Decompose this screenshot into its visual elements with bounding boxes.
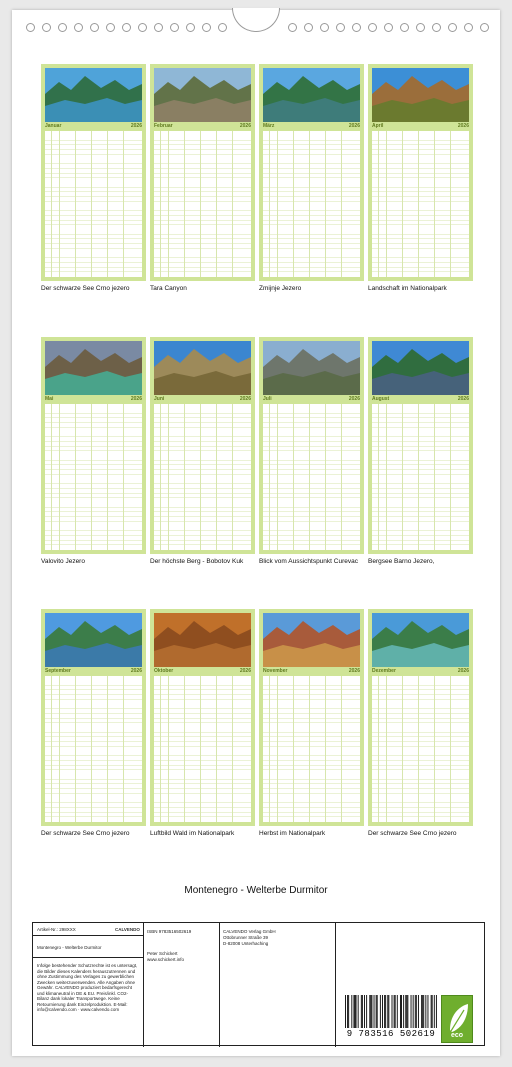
month-header	[45, 668, 142, 675]
month-year: 2026	[457, 123, 469, 129]
month-caption: Zmijnje Jezero	[259, 285, 302, 292]
month-name: Mai	[45, 396, 54, 402]
month-year: 2026	[239, 668, 251, 674]
month-caption: Tara Canyon	[150, 285, 187, 292]
publisher-street: Ottobrunner Straße 39	[223, 935, 269, 940]
month-panel	[368, 64, 473, 281]
author-name: Peter Schickert	[147, 951, 178, 956]
binding-hole	[368, 23, 377, 32]
month-year: 2026	[130, 123, 142, 129]
month-header	[45, 396, 142, 403]
month-name: Januar	[45, 123, 62, 129]
month-day-grid	[45, 131, 142, 277]
month-header	[263, 396, 360, 403]
month-name: August	[372, 396, 390, 402]
binding-hole	[352, 23, 361, 32]
barcode-digits: 9 783516 502619	[346, 1029, 436, 1039]
binding-hole	[186, 23, 195, 32]
month-photo	[263, 68, 360, 122]
month-year: 2026	[130, 668, 142, 674]
binding-hole	[400, 23, 409, 32]
month-panel	[150, 64, 255, 281]
binding-hole	[122, 23, 131, 32]
month-panel	[259, 337, 364, 554]
binding-hole	[304, 23, 313, 32]
binding-hole	[74, 23, 83, 32]
month-photo	[45, 341, 142, 395]
binding-hole	[26, 23, 35, 32]
month-caption: Der schwarze See Crno jezero	[368, 830, 457, 837]
month-name: September	[45, 668, 71, 674]
legal-text: Infolge bestehender Schutzrechte ist es untersagt, die Bilder dieses Kalenders herauszutrennen und ohne Zustimmung des Verlages zu gewerblichen Zwecken weiterzuverwenden. Alle Angaben ohne Gewähr. CALVENDO produziert bedarfsgerecht und klimaneutral in DE & EU. Preis/inkl. CO2-Bilanz dank lokaler Transportwege. Keine Retournierung dank Einzelproduktion. E-Mail: info@calvendo.com · www.calvendo.com	[37, 963, 138, 1012]
footer-info-box	[32, 922, 485, 1046]
month-name: November	[263, 668, 288, 674]
month-day-grid	[45, 676, 142, 822]
month-photo	[263, 613, 360, 667]
binding-hole	[480, 23, 489, 32]
month-caption: Herbst im Nationalpark	[259, 830, 326, 837]
month-photo	[45, 68, 142, 122]
month-name: Juli	[263, 396, 272, 402]
month-panel	[259, 64, 364, 281]
month-year: 2026	[130, 396, 142, 402]
binding-hole	[42, 23, 51, 32]
month-header	[154, 123, 251, 130]
binding-hole	[218, 23, 227, 32]
month-panel	[41, 337, 146, 554]
product-title: Montenegro - Welterbe Durmitor	[37, 945, 102, 950]
month-year: 2026	[457, 668, 469, 674]
month-photo	[372, 68, 469, 122]
month-name: April	[372, 123, 384, 129]
month-photo	[263, 341, 360, 395]
month-day-grid	[154, 131, 251, 277]
month-photo	[45, 613, 142, 667]
month-caption: Luftbild Wald im Nationalpark	[150, 830, 235, 837]
eco-badge	[441, 995, 473, 1043]
binding-hole	[154, 23, 163, 32]
month-name: Februar	[154, 123, 173, 129]
month-caption: Valovito Jezero	[41, 558, 85, 565]
binding-hole	[106, 23, 115, 32]
month-header	[372, 123, 469, 130]
month-panel	[150, 337, 255, 554]
month-panel	[259, 609, 364, 826]
binding-hole	[464, 23, 473, 32]
month-panel	[368, 609, 473, 826]
binding-hole	[432, 23, 441, 32]
binding-hole	[58, 23, 67, 32]
publisher-city: D-82008 Unterhaching	[223, 941, 269, 946]
month-photo	[372, 341, 469, 395]
month-year: 2026	[239, 123, 251, 129]
month-photo	[154, 613, 251, 667]
month-day-grid	[263, 404, 360, 550]
month-day-grid	[372, 676, 469, 822]
month-caption: Landschaft im Nationalpark	[368, 285, 447, 292]
binding-hole	[288, 23, 297, 32]
month-day-grid	[154, 676, 251, 822]
binding-hole	[202, 23, 211, 32]
binding-hole	[336, 23, 345, 32]
author-website: www.schickert.info	[147, 957, 185, 962]
binding-hole	[384, 23, 393, 32]
month-day-grid	[372, 404, 469, 550]
month-year: 2026	[239, 396, 251, 402]
calendar-sheet	[12, 10, 500, 1056]
isbn-text: ISBN 9783516502619	[147, 929, 192, 934]
month-caption: Der höchste Berg - Bobotov Kuk	[150, 558, 244, 565]
month-header	[154, 668, 251, 675]
month-header	[45, 123, 142, 130]
month-year: 2026	[348, 668, 360, 674]
month-header	[372, 396, 469, 403]
eco-label: eco	[450, 1032, 464, 1039]
month-header	[372, 668, 469, 675]
month-caption: Blick vom Aussichtspunkt Curevac	[259, 558, 358, 565]
month-year: 2026	[348, 396, 360, 402]
calendar-title: Montenegro - Welterbe Durmitor	[184, 885, 328, 896]
month-name: Dezember	[372, 668, 396, 674]
binding-hole	[320, 23, 329, 32]
month-name: Juni	[154, 396, 165, 402]
month-header	[154, 396, 251, 403]
binding-hole	[448, 23, 457, 32]
month-year: 2026	[457, 396, 469, 402]
month-caption: Bergsee Barno Jezero,	[368, 558, 435, 565]
month-day-grid	[45, 404, 142, 550]
binding-hole	[170, 23, 179, 32]
month-panel	[368, 337, 473, 554]
month-panel	[41, 609, 146, 826]
month-header	[263, 668, 360, 675]
publisher-name: CALVENDO Verlag GmbH	[223, 929, 276, 934]
month-header	[263, 123, 360, 130]
month-name: März	[263, 123, 275, 129]
month-photo	[154, 341, 251, 395]
month-day-grid	[154, 404, 251, 550]
month-caption: Der schwarze See Crno jezero	[41, 285, 130, 292]
month-photo	[372, 613, 469, 667]
month-day-grid	[263, 131, 360, 277]
month-name: Oktober	[154, 668, 174, 674]
binding-hole	[90, 23, 99, 32]
barcode	[345, 995, 437, 1033]
month-panel	[41, 64, 146, 281]
binding-hole	[138, 23, 147, 32]
month-year: 2026	[348, 123, 360, 129]
month-day-grid	[372, 131, 469, 277]
month-photo	[154, 68, 251, 122]
article-number: Artikel-Nr.: 298XXX	[37, 927, 76, 932]
binding-hole	[416, 23, 425, 32]
month-day-grid	[263, 676, 360, 822]
month-caption: Der schwarze See Crno jezero	[41, 830, 130, 837]
calvendo-logo: CALVENDO	[115, 927, 140, 932]
month-panel	[150, 609, 255, 826]
